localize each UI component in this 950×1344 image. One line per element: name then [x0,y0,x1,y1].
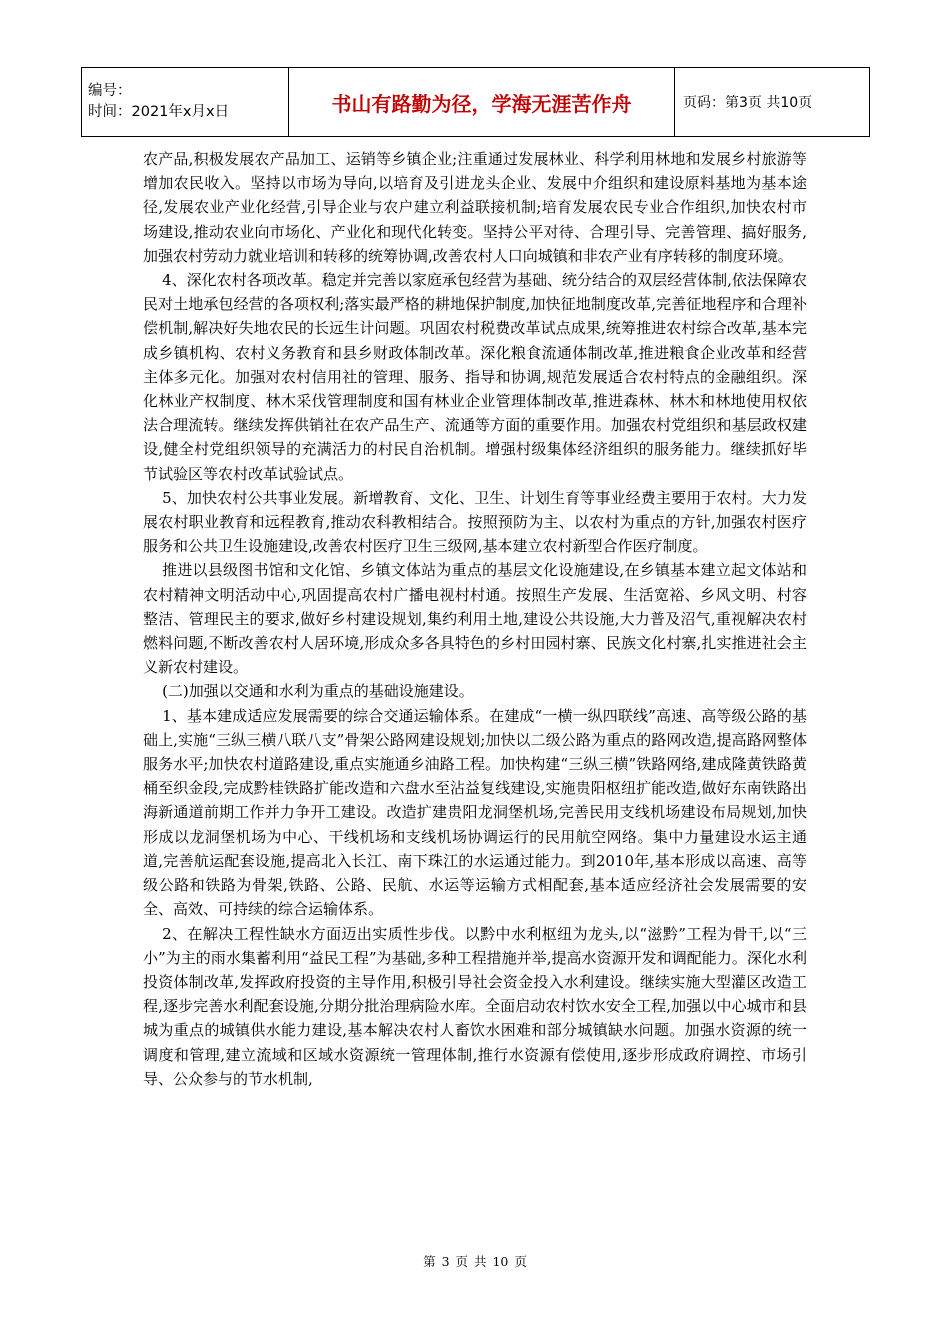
body-paragraph-4: 推进以县级图书馆和文化馆、乡镇文体站为重点的基层文化设施建设,在乡镇基本建立起文体站和农村精神文明活动中心,巩固提高农村广播电视村村通。按照生产发展、生活宽裕、乡风文明、村容整洁、管理民主的要求,做好乡村建设规划,集约利用土地,建设公共设施,大力普及沼气,重视解决农村燃料问题,不断改善农村人居环境,形成众多各具特色的乡村田园村寨、民族文化村寨,扎实推进社会主义新农村建设。 [143,561,807,677]
header-page-info: 页码：第3页 共10页 [675,68,870,137]
body-paragraph-2: 4、深化农村各项改革。稳定并完善以家庭承包经营为基础、统分结合的双层经营体制,依法保障农民对土地承包经营的各项权利;落实最严格的耕地保护制度,加快征地制度改革,完善征地程序和合理补偿机制,解决好失地农民的长远生计问题。巩固农村税费改革试点成果,统筹推进农村综合改革,基本完成乡镇机构、农村义务教育和县乡财政体制改革。深化粮食流通体制改革,推进粮食企业改革和经营主体多元化。加强对农村信用社的管理、服务、指导和协调,规范发展适合农村特点的金融组织。深化林业产权制度、林木采伐管理制度和国有林业企业管理体制改革,推进森林、林木和林地使用权依法合理流转。继续发挥供销社在农产品生产、流通等方面的重要作用。加强农村党组织和基层政权建设,健全村党组织领导的充满活力的村民自治机制。增强村级集体经济组织的服务能力。继续抓好毕节试验区等农村改革试验试点。 [143,271,807,483]
document-date: 时间：2021年x月x日 [88,104,230,120]
section-heading: (二)加强以交通和水利为重点的基础设施建设。 [162,682,474,701]
body-paragraph-5: 1、基本建成适应发展需要的综合交通运输体系。在建成“一横一纵四联线”高速、高等级公路的基础上,实施“三纵三横八联八支”骨架公路网建设规划;加快以二级公路为重点的路网改造,提高路网整体服务水平;加快农村道路建设,重点实施通乡油路工程。加快构建“三纵三横”铁路网络,建成隆黄铁路黄桶至织金段,完成黔桂铁路扩能改造和六盘水至沾益复线建设,实施贵阳枢纽扩能改造,做好东南铁路出海新通道前期工作并力争开工建设。改造扩建贵阳龙洞堡机场,完善民用支线机场建设布局规划,加快形成以龙洞堡机场为中心、干线机场和支线机场协调运行的民用航空网络。集中力量建设水运主通道,完善航运配套设施,提高北入长江、南下珠江的水运通过能力。到2010年,基本形成以高速、高等级公路和铁路为骨架,铁路、公路、民航、水运等运输方式相配套,基本适应经济社会发展需要的安全、高效、可持续的综合运输体系。 [143,706,807,919]
header-motto: 书山有路勤为径，学海无涯苦作舟 [289,68,675,137]
document-header [81,67,870,137]
body-paragraph-6: 2、在解决工程性缺水方面迈出实质性步伐。以黔中水利枢纽为龙头,以“滋黔”工程为骨干,以“三小”为主的雨水集蓄利用“益民工程”为基础,多种工程措施并举,提高水资源开发和调配能力。深化水利投资体制改革,发挥政府投资的主导作用,积极引导社会资金投入水利建设。继续实施大型灌区改造工程,逐步完善水利配套设施,分期分批治理病险水库。全面启动农村饮水安全工程,加强以中心城市和县城为重点的城镇供水能力建设,基本解决农村人畜饮水困难和部分城镇缺水问题。加强水资源的统一调度和管理,建立流域和区域水资源统一管理体制,推行水资源有偿使用,逐步形成政府调控、市场引导、公众参与的节水机制, [143,924,807,1088]
header-meta-cell [82,68,289,137]
page-footer: 第 3 页 共 10 页 [423,1254,527,1269]
body-paragraph-1: 农产品,积极发展农产品加工、运销等乡镇企业;注重通过发展林业、科学利用林地和发展乡村旅游等增加农民收入。坚持以市场为导向,以培育及引进龙头企业、发展中介组织和建设原料基地为基本途径,发展农业产业化经营,引导企业与农户建立利益联接机制;培育发展农民专业合作组织,加快农村市场建设,推动农业向市场化、产业化和现代化转变。坚持公平对待、合理引导、完善管理、搞好服务,加强农村劳动力就业培训和转移的统筹协调,改善农村人口向城镇和非农产业有序转移的制度环境。 [143,150,807,265]
document-body [143,147,807,1091]
body-paragraph-3: 5、加快农村公共事业发展。新增教育、文化、卫生、计划生育等事业经费主要用于农村。大力发展农村职业教育和远程教育,推动农科教相结合。按照预防为主、以农村为重点的方针,加强农村医疗服务和公共卫生设施建设,改善农村医疗卫生三级网,基本建立农村新型合作医疗制度。 [143,488,807,556]
document-number-label: 编号： [88,83,132,99]
